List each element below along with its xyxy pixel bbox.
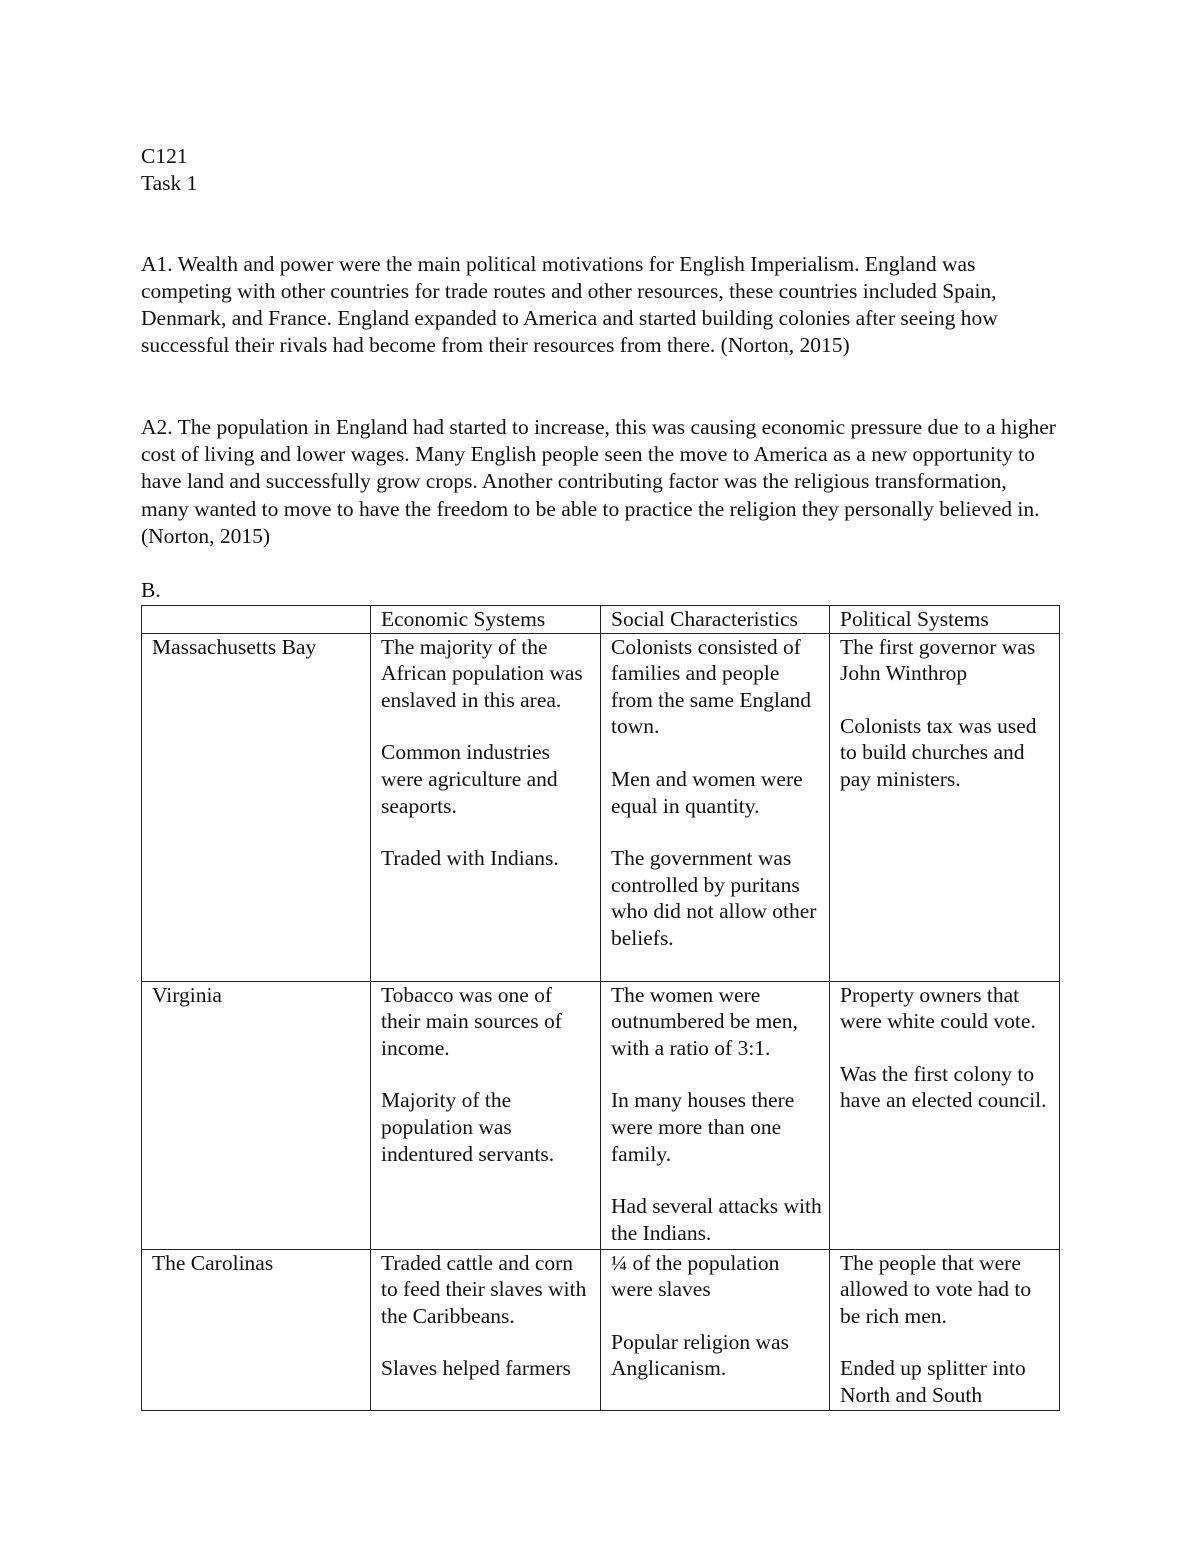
social-cell (601, 633, 830, 981)
cell-text: Tobacco was one of their main sources of income. (381, 982, 562, 1060)
social-cell (601, 981, 830, 1249)
political-cell (830, 1249, 1060, 1410)
cell-text: Colonists consisted of families and people from the same England town. (611, 634, 812, 739)
cell-text: In many houses there were more than one family. (611, 1088, 795, 1166)
social-cell (601, 1249, 830, 1410)
cell-text: Property owners that were white could vote. (840, 982, 1036, 1034)
cell-text: Ended up splitter into North and South (840, 1356, 1026, 1407)
cell-text: Popular religion was Anglicanism. (611, 1329, 789, 1381)
cell-text: Majority of the population was indentured servants. (381, 1088, 555, 1166)
table-header-cell: Economic Systems (371, 605, 601, 633)
colony-name: Virginia (152, 982, 222, 1007)
table-header-cell: Political Systems (830, 605, 1060, 633)
colony-name-cell (142, 633, 371, 981)
table-row (142, 981, 1060, 1249)
cell-text: The majority of the African population was enslaved in this area. (381, 634, 583, 712)
cell-text: The first governor was John Winthrop (840, 634, 1036, 686)
colony-name-cell (142, 1249, 371, 1410)
cell-text: Slaves helped farmers (381, 1356, 571, 1381)
spacer (141, 550, 1059, 577)
cell-text: Traded with Indians. (381, 846, 559, 871)
economic-cell (371, 633, 601, 981)
table-row (142, 1249, 1060, 1410)
political-cell (830, 981, 1060, 1249)
colony-name: Massachusetts Bay (152, 634, 317, 659)
document-page (141, 143, 1059, 1411)
table-header-cell: Social Characteristics (601, 605, 830, 633)
cell-text: Had several attacks with the Indians. (611, 1194, 822, 1245)
cell-text: The government was controlled by puritans who did not allow other beliefs. (611, 846, 817, 950)
cell-text: Colonists tax was used to build churches and pay ministers. (840, 713, 1037, 791)
spacer (141, 360, 1059, 414)
cell-text: Was the first colony to have an elected council. (840, 1061, 1047, 1113)
cell-text: ¼ of the population were slaves (611, 1250, 780, 1302)
section-a2: A2. The population in England had started to increase, this was causing economic pressure due to a higher cost of living and lower wages. Many English people seen the move to America as a new opportunity to have land and successfully grow crops. Another contributing factor was the religious transformation, many wanted to move to have the freedom to be able to practice the religion they personally believed in. (Norton, 2015) (141, 414, 1056, 548)
table-header-row (142, 605, 1060, 633)
political-cell (830, 633, 1060, 981)
cell-text: Men and women were equal in quantity. (611, 766, 803, 818)
table-header-cell (142, 605, 371, 633)
colony-name-cell (142, 981, 371, 1249)
task-title: Task 1 (141, 171, 198, 196)
cell-text: The women were outnumbered be men, with a ratio of 3:1. (611, 982, 798, 1060)
course-code: C121 (141, 144, 188, 168)
cell-text: The people that were allowed to vote had to be rich men. (840, 1250, 1032, 1328)
economic-cell (371, 1249, 601, 1410)
cell-text: Traded cattle and corn to feed their slaves with the Caribbeans. (381, 1250, 587, 1328)
economic-cell (371, 981, 601, 1249)
colonies-table (141, 605, 1060, 1411)
section-b-label: B. (141, 578, 161, 603)
cell-text: Common industries were agriculture and seaports. (381, 740, 558, 818)
colony-name: The Carolinas (152, 1250, 274, 1275)
section-a1: A1. Wealth and power were the main political motivations for English Imperialism. England was competing with other countries for trade routes and other resources, these countries included Spain, Denmark, and France. England expanded to America and started building colonies after seeing how successful their rivals had become from their resources from there. (Norton, 2015) (141, 251, 998, 358)
spacer (141, 198, 1059, 251)
table-row (142, 633, 1060, 981)
